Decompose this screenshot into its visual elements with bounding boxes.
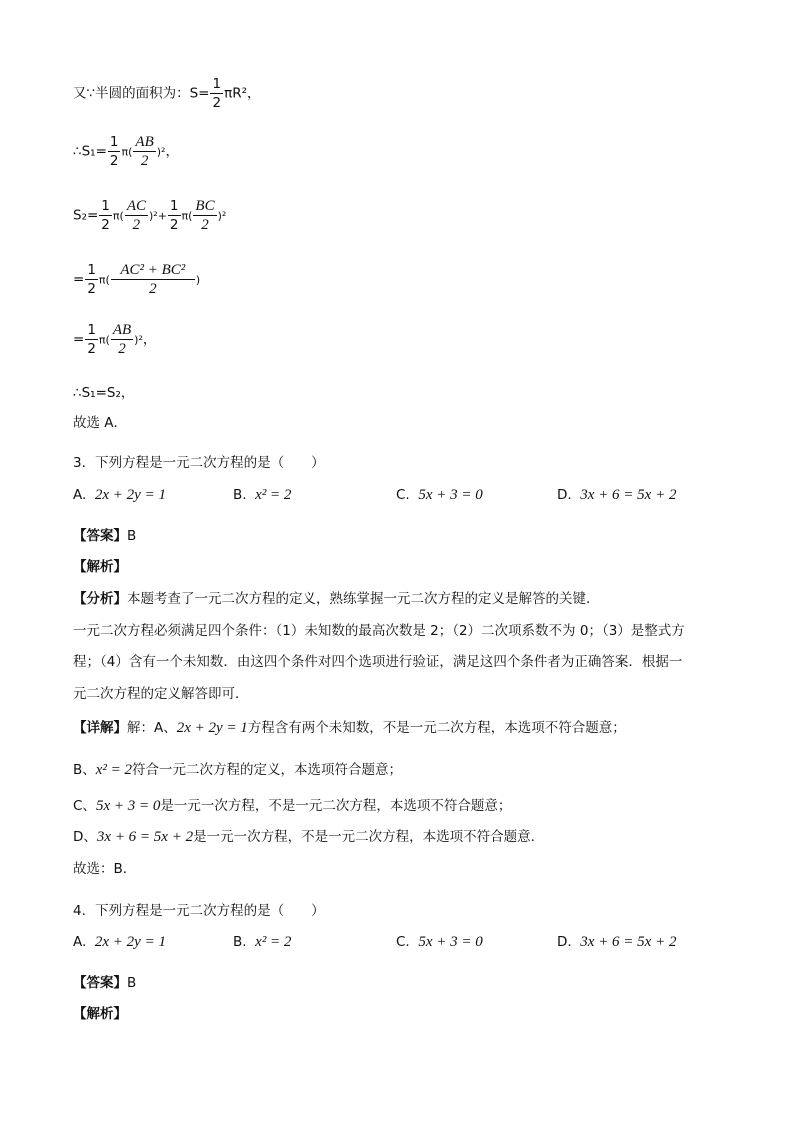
q3-detail-a: 【详解】解：A、2x + 2y = 1方程含有两个未知数，不是一元二次方程，本选项不符合题意； bbox=[73, 720, 626, 736]
q3-option-b: B. x² = 2 bbox=[233, 487, 292, 503]
fraction-half: $\frac{1}{2}$ bbox=[109, 134, 119, 169]
fraction-half: $\frac{1}{2}$ bbox=[101, 198, 110, 233]
q3-analysis-tag: 【解析】 bbox=[73, 559, 127, 575]
q3-fenxi-1: 【分析】本题考查了一元二次方程的定义，熟练掌握一元二次方程的定义是解答的关键． bbox=[73, 591, 600, 607]
q4-option-c: C. 5x + 3 = 0 bbox=[396, 934, 483, 950]
q4-analysis-tag: 【解析】 bbox=[73, 1006, 127, 1022]
proof-line-semicircle-area bbox=[73, 76, 261, 111]
q3-stem: 3．下列方程是一元二次方程的是（ ） bbox=[73, 455, 325, 471]
q4-answer: 【答案】B bbox=[73, 975, 137, 991]
q3-detail-c: C、5x + 3 = 0是一元一次方程，不是一元二次方程，本选项不符合题意； bbox=[73, 798, 512, 814]
fraction-ab-over-2: $\frac{AB}{2}$ bbox=[112, 322, 132, 357]
fraction-ac-over-2: $\frac{AC}{2}$ bbox=[126, 198, 146, 233]
proof-line-sum: = $\frac{1}{2}$ π( $\frac{\text{AC² + BC²}}{2}$ ) bbox=[73, 262, 201, 297]
q3-option-a: A. 2x + 2y = 1 bbox=[73, 487, 166, 503]
q3-option-d: D. 3x + 6 = 5x + 2 bbox=[557, 487, 677, 503]
q3-answer: 【答案】B bbox=[73, 528, 137, 544]
q3-option-c: C. 5x + 3 = 0 bbox=[396, 487, 483, 503]
q4-stem: 4．下列方程是一元二次方程的是（ ） bbox=[73, 903, 325, 919]
q4-option-d: D. 3x + 6 = 5x + 2 bbox=[557, 934, 677, 950]
proof-text: πR²， bbox=[224, 85, 261, 102]
proof-choice: 故选 A． bbox=[73, 415, 128, 431]
fraction-bc-over-2: $\frac{BC}{2}$ bbox=[195, 198, 215, 233]
fraction-ab-over-2: $\frac{AB}{2}$ bbox=[135, 134, 154, 169]
q3-fenxi-2: 一元二次方程必须满足四个条件：（1）未知数的最高次数是 2；（2）二次项系数不为 0；（3）是整式方 bbox=[73, 623, 685, 639]
proof-line-result: = $\frac{1}{2}$ π( $\frac{AB}{2}$ )²， bbox=[73, 322, 157, 357]
q3-fenxi-3: 程；（4）含有一个未知数．由这四个条件对四个选项进行验证，满足这四个条件者为正确答案．根据一 bbox=[73, 654, 683, 670]
proof-line-s1: ∴S₁= $\frac{1}{2}$ π( $\frac{AB}{2}$ )²， bbox=[73, 134, 179, 169]
q3-fenxi-4: 元二次方程的定义解答即可． bbox=[73, 686, 249, 702]
proof-conclusion: ∴S₁=S₂， bbox=[73, 385, 135, 401]
fraction-half: $\frac{1}{2}$ bbox=[87, 322, 96, 357]
q3-choose: 故选：B． bbox=[73, 861, 137, 877]
proof-text: 又∵半圆的面积为：S= bbox=[73, 85, 210, 102]
fraction-sum-squares: $\frac{\text{AC² + BC²}}{2}$ bbox=[111, 262, 195, 297]
q4-option-a: A. 2x + 2y = 1 bbox=[73, 934, 166, 950]
q3-detail-b: B、x² = 2符合一元二次方程的定义，本选项符合题意； bbox=[73, 762, 403, 778]
q4-option-b: B. x² = 2 bbox=[233, 934, 292, 950]
fraction-half: $\frac{1}{2}$ bbox=[212, 76, 222, 111]
q3-detail-d: D、3x + 6 = 5x + 2是一元一次方程，不是一元二次方程，本选项不符合题意． bbox=[73, 829, 545, 845]
fraction-half: $\frac{1}{2}$ bbox=[87, 262, 96, 297]
fraction-half: $\frac{1}{2}$ bbox=[169, 198, 179, 233]
proof-line-s2: S₂= $\frac{1}{2}$ π( $\frac{AC}{2}$ )²+ $\frac{1}{2}$ π( $\frac{BC}{2}$ )² bbox=[73, 198, 227, 233]
